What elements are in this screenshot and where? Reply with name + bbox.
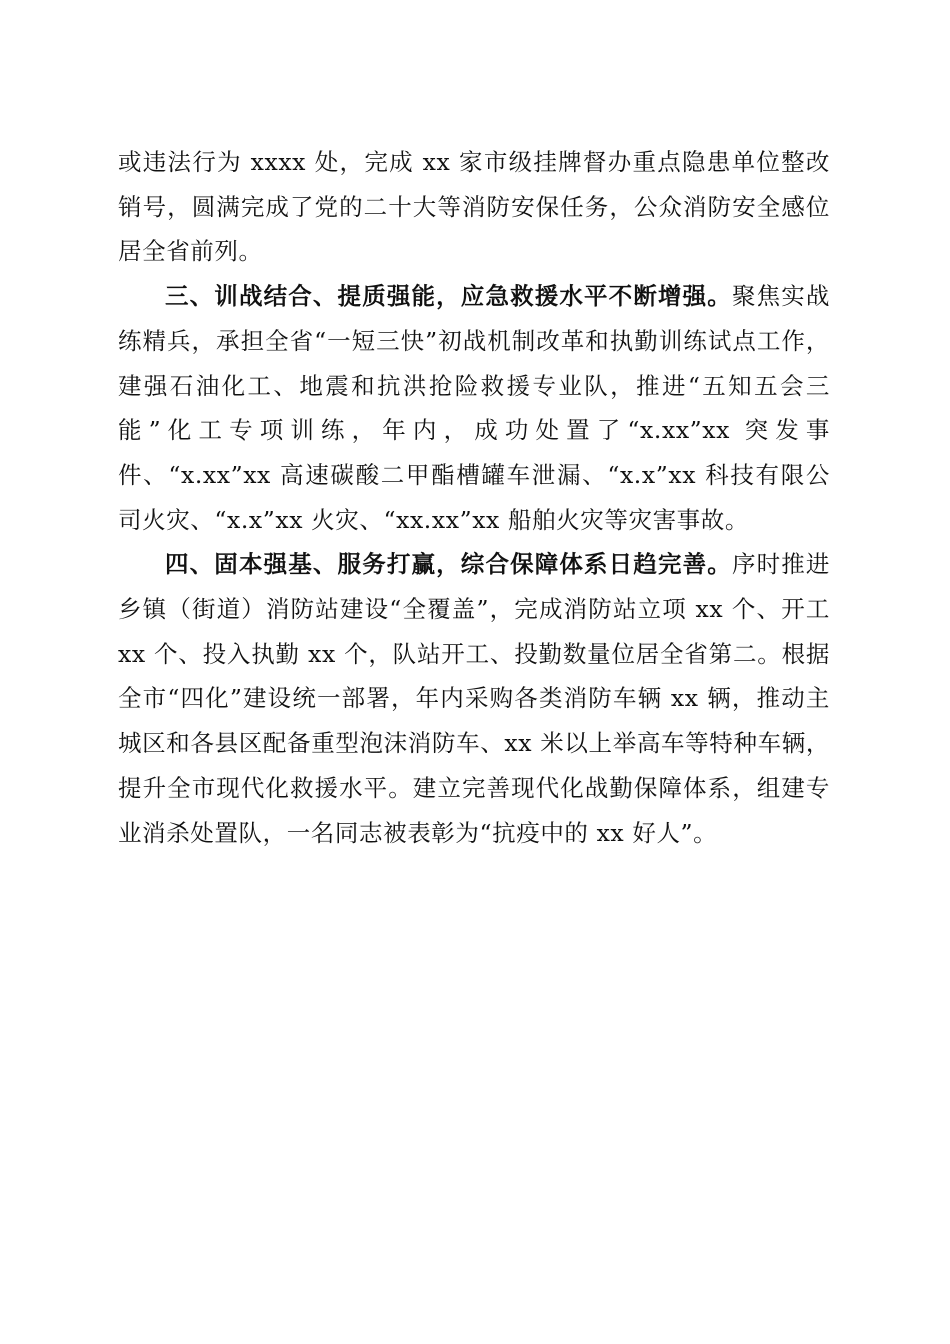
section-heading-4: 四、固本强基、服务打赢，综合保障体系日趋完善。 bbox=[165, 550, 732, 579]
paragraph-text: 或违法行为 xxxx 处，完成 xx 家市级挂牌督办重点隐患单位整改销号，圆满完成了党的二十大等消防安保任务，公众消防安全感位居全省前列。 bbox=[118, 148, 830, 266]
paragraph-text: 聚焦实战练精兵，承担全省“一短三快”初战机制改革和执勤训练试点工作，建强石油化工、地震和抗洪抢险救援专业队，推进“五知五会三能”化工专项训练，年内，成功处置了“x.xx”xx 突发事件、“x.xx”xx 高速碳酸二甲酯槽罐车泄漏、“x.x”xx 科技有限公司火灾、“x.x”xx 火灾、“xx.xx”xx 船舶火灾等灾害事故。 bbox=[118, 282, 830, 534]
document-body bbox=[118, 140, 830, 855]
paragraph-section-4 bbox=[118, 542, 830, 855]
paragraph-text: 序时推进乡镇（街道）消防站建设“全覆盖”，完成消防站立项 xx 个、开工 xx 个、投入执勤 xx 个，队站开工、投勤数量位居全省第二。根据全市“四化”建设统一部署，年内采购各类消防车辆 xx 辆，推动主城区和各县区配备重型泡沫消防车、xx 米以上举高车等特种车辆，提升全市现代化救援水平。建立完善现代化战勤保障体系，组建专业消杀处置队，一名同志被表彰为“抗疫中的 xx 好人”。 bbox=[118, 550, 830, 847]
paragraph-section-3 bbox=[118, 274, 830, 542]
paragraph-continuation bbox=[118, 140, 830, 274]
section-heading-3: 三、训战结合、提质强能，应急救援水平不断增强。 bbox=[165, 282, 732, 311]
